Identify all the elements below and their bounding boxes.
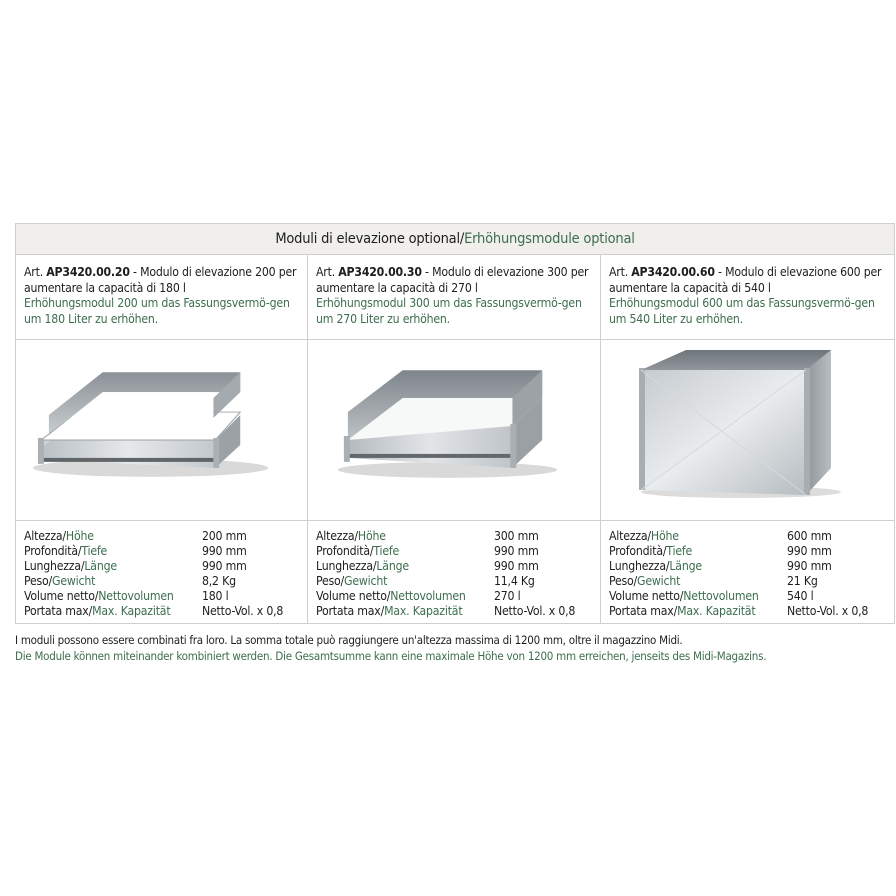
description-de: Erhöhungsmodul 600 um das Fassungsvermö-gen um 540 Liter zu erhöhen. xyxy=(609,296,875,326)
footer-note xyxy=(15,632,885,664)
product-image-cell xyxy=(308,340,601,520)
product-description xyxy=(308,255,601,339)
spec-line: Peso/Gewicht 8,2 Kg xyxy=(24,574,236,588)
art-prefix: Art. xyxy=(609,265,632,279)
article-code: AP3420.00.60 xyxy=(631,265,715,279)
product-specs xyxy=(16,521,308,623)
spec-line: Profondità/Tiefe 990 mm xyxy=(24,544,247,558)
footer-note-it: I moduli possono essere combinati fra loro. La somma totale può raggiungere un'altezza massima di 1200 mm, oltre il magazzino Midi. xyxy=(15,633,683,647)
description-de: Erhöhungsmodul 300 um das Fassungsvermö-gen um 270 Liter zu erhöhen. xyxy=(316,296,582,326)
art-prefix: Art. xyxy=(24,265,47,279)
product-image-cell xyxy=(601,340,894,520)
description-row xyxy=(16,255,894,340)
description-de: Erhöhungsmodul 200 um das Fassungsvermö-gen um 180 Liter zu erhöhen. xyxy=(24,296,290,326)
spec-line: Profondità/Tiefe 990 mm xyxy=(316,544,539,558)
specs-row xyxy=(16,521,894,623)
article-code: AP3420.00.30 xyxy=(338,265,422,279)
spec-line: Portata max/Max. Kapazität Netto-Vol. x 0,8 xyxy=(24,604,284,618)
spec-line: Volume netto/Nettovolumen 540 l xyxy=(609,589,814,603)
art-prefix: Art. xyxy=(316,265,339,279)
description-it: - Modulo di elevazione 200 per aumentare la capacità di 180 l xyxy=(24,265,297,295)
module-table xyxy=(15,223,895,624)
raised-bed-module-200-image xyxy=(16,340,307,520)
spec-line: Portata max/Max. Kapazität Netto-Vol. x 0,8 xyxy=(316,604,576,618)
raised-bed-module-600-image xyxy=(601,340,894,520)
spec-line: Volume netto/Nettovolumen 180 l xyxy=(24,589,229,603)
product-image-cell xyxy=(16,340,308,520)
product-specs xyxy=(601,521,894,623)
spec-line: Peso/Gewicht 11,4 Kg xyxy=(316,574,535,588)
spec-line: Altezza/Höhe 200 mm xyxy=(24,529,247,543)
table-title-it: Moduli di elevazione optional/ xyxy=(275,231,465,247)
spec-line: Lunghezza/Länge 990 mm xyxy=(609,559,832,573)
spec-line: Lunghezza/Länge 990 mm xyxy=(316,559,539,573)
spec-line: Altezza/Höhe 600 mm xyxy=(609,529,832,543)
description-it: - Modulo di elevazione 300 per aumentare la capacità di 270 l xyxy=(316,265,589,295)
article-code: AP3420.00.20 xyxy=(46,265,130,279)
description-it: - Modulo di elevazione 600 per aumentare la capacità di 540 l xyxy=(609,265,882,295)
table-title-de: Erhöhungsmodule optional xyxy=(464,231,635,247)
spec-line: Lunghezza/Länge 990 mm xyxy=(24,559,247,573)
spec-line: Portata max/Max. Kapazität Netto-Vol. x 0,8 xyxy=(609,604,869,618)
product-specs xyxy=(308,521,601,623)
footer-note-de: Die Module können miteinander kombiniert werden. Die Gesamtsumme kann eine maximale Höhe von 1200 mm erreichen, jenseits des Midi-Magazins. xyxy=(15,649,767,663)
spec-line: Volume netto/Nettovolumen 270 l xyxy=(316,589,521,603)
spec-line: Peso/Gewicht 21 Kg xyxy=(609,574,818,588)
table-title xyxy=(16,224,894,255)
product-description xyxy=(16,255,308,339)
image-row xyxy=(16,340,894,521)
product-description xyxy=(601,255,894,339)
spec-line: Profondità/Tiefe 990 mm xyxy=(609,544,832,558)
raised-bed-module-300-image xyxy=(308,340,600,520)
spec-line: Altezza/Höhe 300 mm xyxy=(316,529,539,543)
